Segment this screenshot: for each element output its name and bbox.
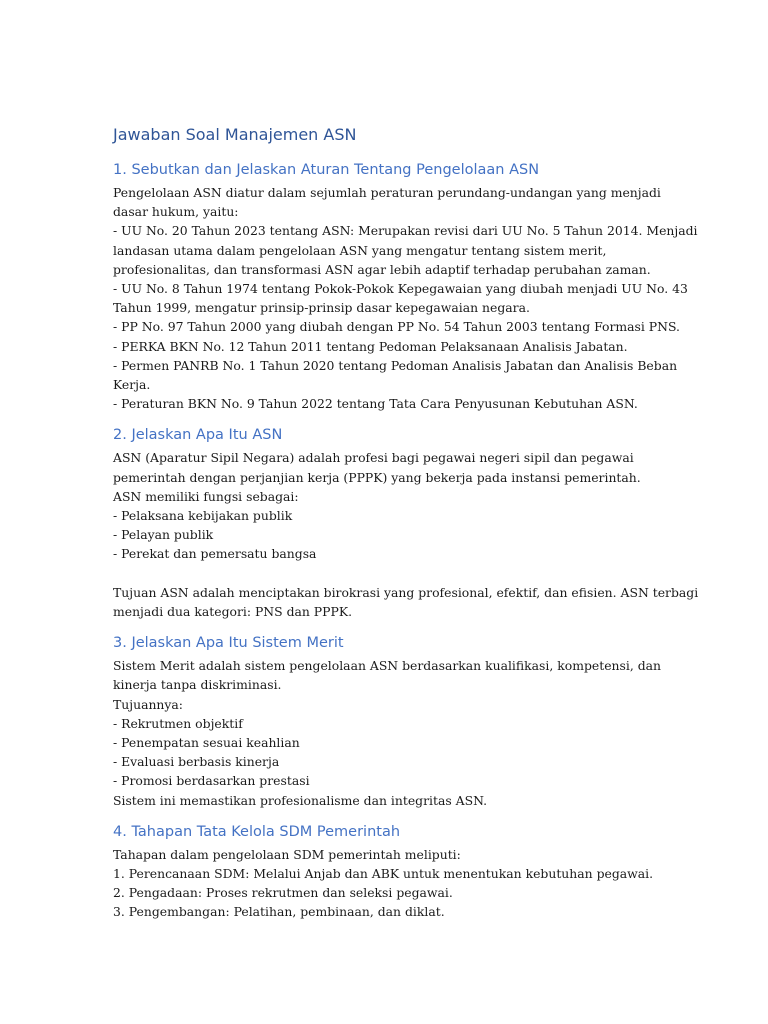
- text-line: dasar hukum, yaitu:: [113, 204, 239, 220]
- document-title: Jawaban Soal Manajemen ASN: [113, 125, 357, 144]
- text-line: - Peraturan BKN No. 9 Tahun 2022 tentang Tata Cara Penyusunan Kebutuhan ASN.: [113, 396, 638, 412]
- text-line: 1. Perencanaan SDM: Melalui Anjab dan ABK untuk menentukan kebutuhan pegawai.: [113, 866, 654, 882]
- text-line: kinerja tanpa diskriminasi.: [113, 677, 282, 693]
- section-4: [113, 822, 658, 922]
- section-body: [113, 845, 658, 922]
- text-line: - UU No. 20 Tahun 2023 tentang ASN: Merupakan revisi dari UU No. 5 Tahun 2014. Menjadi: [113, 223, 698, 239]
- text-line: Tujuan ASN adalah menciptakan birokrasi yang profesional, efektif, dan efisien. ASN terbagi: [113, 584, 699, 600]
- text-line: - Pelaksana kebijakan publik: [113, 508, 293, 524]
- text-line: Tahun 1999, mengatur prinsip-prinsip dasar kepegawaian negara.: [113, 300, 530, 316]
- text-line: 2. Pengadaan: Proses rekrutmen dan seleksi pegawai.: [113, 885, 453, 901]
- blank-line: [113, 564, 658, 583]
- text-line: Pengelolaan ASN diatur dalam sejumlah peraturan perundang-undangan yang menjadi: [113, 185, 661, 200]
- text-line: - Evaluasi berbasis kinerja: [113, 754, 280, 770]
- text-line: - Permen PANRB No. 1 Tahun 2020 tentang Pedoman Analisis Jabatan dan Analisis Beban: [113, 357, 678, 373]
- section-body: [113, 656, 662, 810]
- section-body: [113, 448, 699, 621]
- text-line: - Promosi berdasarkan prestasi: [113, 773, 310, 789]
- section-body: [113, 183, 698, 413]
- text-line: profesionalitas, dan transformasi ASN agar lebih adaptif terhadap perubahan zaman.: [113, 261, 651, 277]
- text-line: - UU No. 8 Tahun 1974 tentang Pokok-Pokok Kepegawaian yang diubah menjadi UU No. 43: [113, 281, 688, 297]
- text-line: menjadi dua kategori: PNS dan PPPK.: [113, 604, 353, 620]
- text-line: Sistem Merit adalah sistem pengelolaan ASN berdasarkan kualifikasi, kompetensi, dan: [113, 658, 662, 674]
- section-2: [113, 425, 699, 621]
- text-line: Sistem ini memastikan profesionalisme dan integritas ASN.: [113, 792, 488, 808]
- section-3: [113, 633, 662, 810]
- text-line: ASN memiliki fungsi sebagai:: [113, 488, 299, 504]
- document-body: [113, 160, 699, 922]
- text-line: - Penempatan sesuai keahlian: [113, 735, 300, 751]
- section-heading: 1. Sebutkan dan Jelaskan Aturan Tentang Pengelolaan ASN: [113, 162, 540, 178]
- text-line: Kerja.: [113, 377, 151, 393]
- text-line: - PERKA BKN No. 12 Tahun 2011 tentang Pedoman Pelaksanaan Analisis Jabatan.: [113, 338, 628, 354]
- text-line: landasan utama dalam pengelolaan ASN yang mengatur tentang sistem merit,: [113, 242, 607, 258]
- text-line: - Rekrutmen objektif: [113, 715, 243, 731]
- section-heading: 3. Jelaskan Apa Itu Sistem Merit: [113, 635, 344, 652]
- text-line: Tahapan dalam pengelolaan SDM pemerintah meliputi:: [113, 846, 461, 862]
- text-line: - PP No. 97 Tahun 2000 yang diubah dengan PP No. 54 Tahun 2003 tentang Formasi PNS.: [113, 319, 680, 335]
- document-page: [113, 124, 699, 934]
- text-line: pemerintah dengan perjanjian kerja (PPPK) yang bekerja pada instansi pemerintah.: [113, 469, 641, 485]
- text-line: ASN (Aparatur Sipil Negara) adalah profesi bagi pegawai negeri sipil dan pegawai: [113, 450, 634, 466]
- text-line: 3. Pengembangan: Pelatihan, pembinaan, dan diklat.: [113, 904, 445, 920]
- text-line: - Pelayan publik: [113, 527, 214, 543]
- section-heading: 2. Jelaskan Apa Itu ASN: [113, 427, 283, 444]
- section-1: [113, 160, 698, 413]
- text-line: Tujuannya:: [113, 696, 183, 712]
- text-line: - Perekat dan pemersatu bangsa: [113, 546, 317, 562]
- section-heading: 4. Tahapan Tata Kelola SDM Pemerintah: [113, 823, 401, 840]
